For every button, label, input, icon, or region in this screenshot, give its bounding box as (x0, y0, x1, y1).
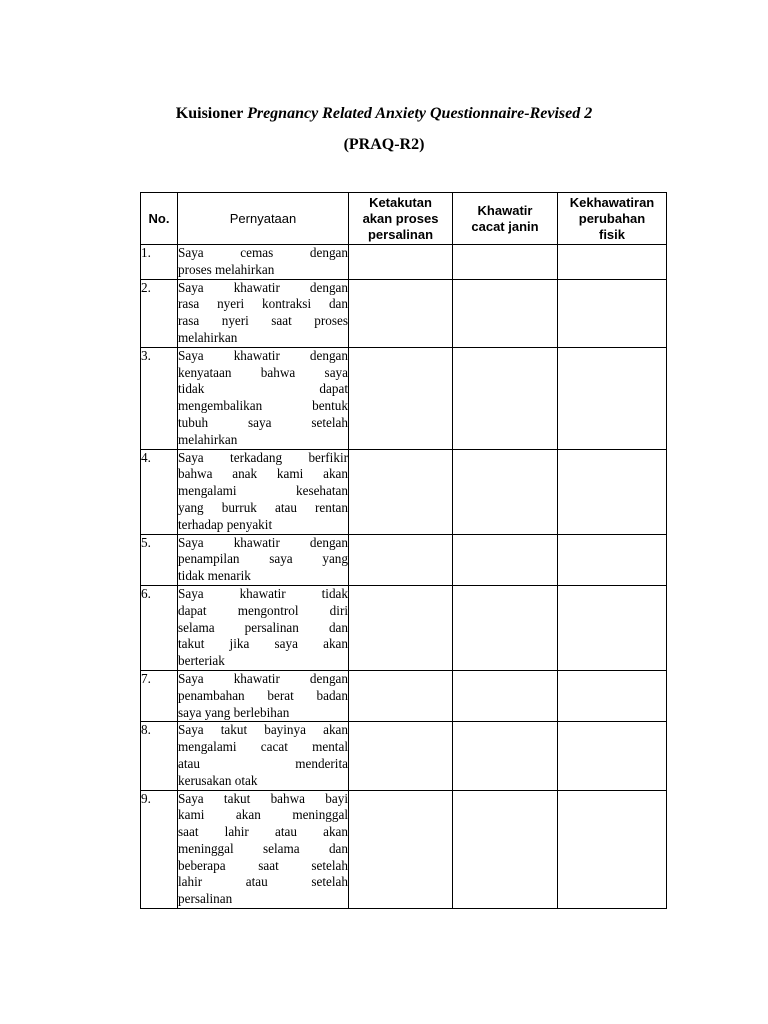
table-row (141, 534, 667, 585)
statement-line: Saya khawatir tidak (178, 585, 348, 601)
header-fetal-defect-worry: Khawatir cacat janin (453, 193, 558, 245)
statement-line: berteriak (178, 653, 225, 669)
answer-fear-of-labor[interactable] (349, 790, 453, 909)
statement-line: tubuh saya setelah (178, 414, 348, 430)
table-row (141, 790, 667, 909)
title-italic: Pregnancy Related Anxiety Questionnaire-Revised 2 (247, 105, 593, 122)
header-statement: Pernyataan (178, 193, 349, 245)
row-number: 6. (141, 585, 178, 670)
statement-line: kenyataan bahwa saya (178, 364, 348, 380)
row-statement (178, 245, 349, 280)
answer-fetal-defect-worry[interactable] (453, 585, 558, 670)
statement-line: takut jika saya akan (178, 636, 348, 652)
answer-fear-of-labor[interactable] (349, 670, 453, 721)
header-fear-of-labor: Ketakutan akan proses persalinan (349, 193, 453, 245)
table-row (141, 670, 667, 721)
answer-physical-change-worry[interactable] (558, 347, 667, 449)
statement-line: penampilan saya yang (178, 551, 348, 567)
answer-fear-of-labor[interactable] (349, 449, 453, 534)
statement-line: melahirkan (178, 329, 238, 345)
row-number: 4. (141, 449, 178, 534)
answer-fear-of-labor[interactable] (349, 279, 453, 347)
table-row (141, 347, 667, 449)
answer-physical-change-worry[interactable] (558, 585, 667, 670)
statement-line: beberapa saat setelah (178, 857, 348, 873)
statement-line: penambahan berat badan (178, 687, 348, 703)
row-statement (178, 585, 349, 670)
row-statement (178, 449, 349, 534)
row-number: 7. (141, 670, 178, 721)
statement-line: kerusakan otak (178, 772, 258, 788)
statement-line: Saya khawatir dengan (178, 670, 348, 686)
statement-line: selama persalinan dan (178, 619, 348, 635)
answer-fear-of-labor[interactable] (349, 534, 453, 585)
answer-fear-of-labor[interactable] (349, 585, 453, 670)
answer-fear-of-labor[interactable] (349, 245, 453, 280)
statement-line: proses melahirkan (178, 261, 275, 277)
statement-line: Saya cemas dengan (178, 245, 348, 260)
header-physical-change-worry: Kekhawatiran perubahan fisik (558, 193, 667, 245)
statement-line: Saya khawatir dengan (178, 279, 348, 295)
header-row (141, 193, 667, 245)
row-number: 5. (141, 534, 178, 585)
row-statement (178, 534, 349, 585)
answer-fetal-defect-worry[interactable] (453, 670, 558, 721)
answer-physical-change-worry[interactable] (558, 790, 667, 909)
questionnaire-table (140, 192, 667, 909)
table-row (141, 245, 667, 280)
title-prefix: Kuisioner (175, 105, 248, 122)
answer-fetal-defect-worry[interactable] (453, 722, 558, 790)
row-statement (178, 790, 349, 909)
answer-fetal-defect-worry[interactable] (453, 449, 558, 534)
answer-physical-change-worry[interactable] (558, 670, 667, 721)
statement-line: Saya khawatir dengan (178, 347, 348, 363)
answer-physical-change-worry[interactable] (558, 722, 667, 790)
answer-fear-of-labor[interactable] (349, 722, 453, 790)
answer-fear-of-labor[interactable] (349, 347, 453, 449)
statement-line: Saya takut bayinya akan (178, 722, 348, 738)
row-number: 9. (141, 790, 178, 909)
answer-fetal-defect-worry[interactable] (453, 279, 558, 347)
answer-fetal-defect-worry[interactable] (453, 790, 558, 909)
row-number: 8. (141, 722, 178, 790)
row-statement (178, 670, 349, 721)
row-number: 1. (141, 245, 178, 280)
row-number: 2. (141, 279, 178, 347)
statement-line: persalinan (178, 891, 233, 907)
statement-line: rasa nyeri saat proses (178, 313, 348, 329)
row-statement (178, 347, 349, 449)
table-row (141, 279, 667, 347)
statement-line: tidak menarik (178, 568, 251, 584)
answer-physical-change-worry[interactable] (558, 279, 667, 347)
table-row (141, 449, 667, 534)
row-statement (178, 279, 349, 347)
statement-line: melahirkan (178, 431, 238, 447)
statement-line: mengembalikan bentuk (178, 398, 348, 414)
document-title (0, 104, 768, 124)
answer-physical-change-worry[interactable] (558, 449, 667, 534)
statement-line: saat lahir atau akan (178, 824, 348, 840)
statement-line: lahir atau setelah (178, 874, 348, 890)
statement-line: tidak dapat (178, 381, 348, 397)
answer-physical-change-worry[interactable] (558, 245, 667, 280)
header-no: No. (141, 193, 178, 245)
answer-physical-change-worry[interactable] (558, 534, 667, 585)
statement-line: Saya khawatir dengan (178, 534, 348, 550)
statement-line: saya yang berlebihan (178, 704, 290, 720)
statement-line: mengalami cacat mental (178, 739, 348, 755)
document-subtitle: (PRAQ-R2) (343, 136, 425, 153)
statement-line: terhadap penyakit (178, 516, 273, 532)
table-row (141, 585, 667, 670)
answer-fetal-defect-worry[interactable] (453, 347, 558, 449)
statement-line: Saya terkadang berfikir (178, 449, 348, 465)
statement-line: meninggal selama dan (178, 840, 348, 856)
statement-line: dapat mengontrol diri (178, 602, 348, 618)
row-number: 3. (141, 347, 178, 449)
answer-fetal-defect-worry[interactable] (453, 245, 558, 280)
row-statement (178, 722, 349, 790)
statement-line: kami akan meninggal (178, 807, 348, 823)
statement-line: mengalami kesehatan (178, 483, 348, 499)
statement-line: Saya takut bahwa bayi (178, 790, 348, 806)
statement-line: atau menderita (178, 755, 348, 771)
answer-fetal-defect-worry[interactable] (453, 534, 558, 585)
statement-line: bahwa anak kami akan (178, 466, 348, 482)
table-row (141, 722, 667, 790)
statement-line: rasa nyeri kontraksi dan (178, 296, 348, 312)
statement-line: yang burruk atau rentan (178, 499, 348, 515)
